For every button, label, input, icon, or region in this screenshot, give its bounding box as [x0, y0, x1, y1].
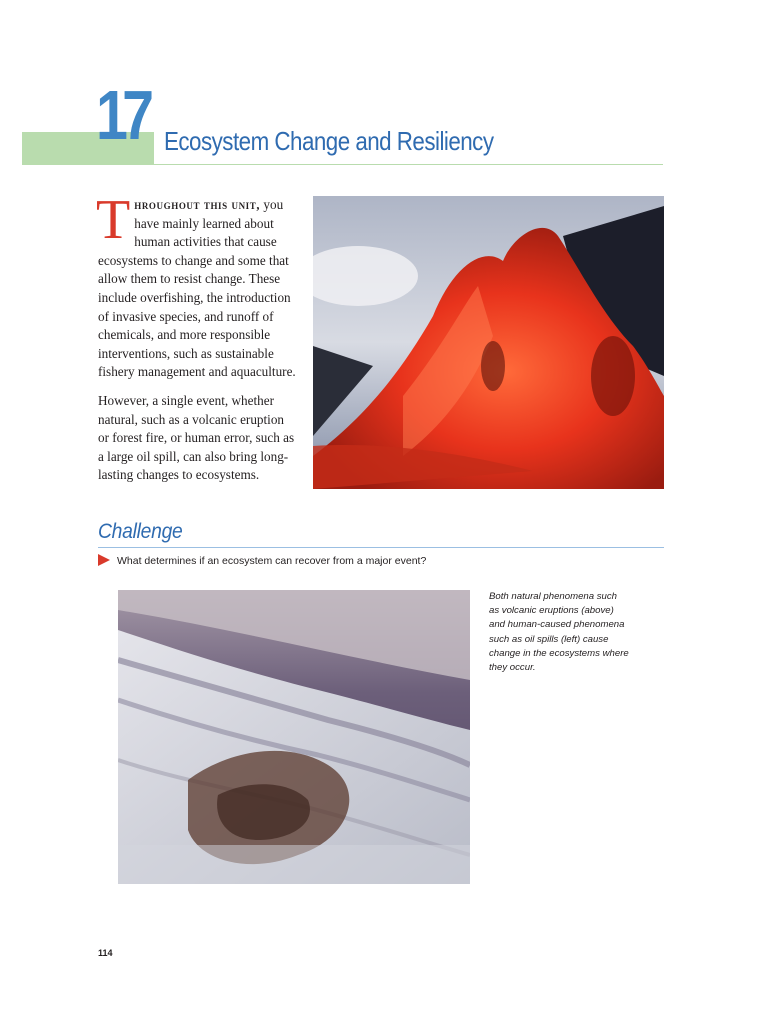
photo-caption: Both natural phenomena such as volcanic eruptions (above) and human-caused phenomena such as oil spills (left) cause change in the ecosystems where they occur.	[489, 591, 629, 674]
challenge-question-text: What determines if an ecosystem can recover from a major event?	[117, 555, 427, 567]
challenge-heading: Challenge	[98, 520, 183, 543]
drop-cap: T	[96, 189, 131, 251]
challenge-rule	[98, 547, 664, 548]
oil-spill-photo	[118, 590, 470, 884]
chapter-title: Ecosystem Change and Resiliency	[164, 126, 494, 156]
intro-paragraph-1	[96, 189, 298, 382]
arrow-icon	[98, 554, 110, 566]
title-rule	[154, 164, 663, 165]
intro-paragraph-1-text: you have mainly learned about human activities that cause ecosystems to change and some that allow them to resist change. These include overfishing, the introduction of invasive species, and runoff of chemicals, and more responsible interventions, such as sustainable fishery management and aquaculture.	[98, 197, 296, 380]
challenge-question	[98, 554, 426, 567]
intro-paragraph-2: However, a single event, whether natural, such as a volcanic eruption or forest fire, or human error, such as a large oil spill, can also bring long-lasting changes to ecosystems.	[98, 392, 295, 483]
chapter-number: 17	[96, 76, 149, 154]
volcanic-eruption-photo	[313, 196, 664, 489]
intro-text	[96, 189, 298, 495]
page-number: 114	[98, 948, 113, 958]
lead-in: hroughout this unit,	[134, 198, 261, 212]
